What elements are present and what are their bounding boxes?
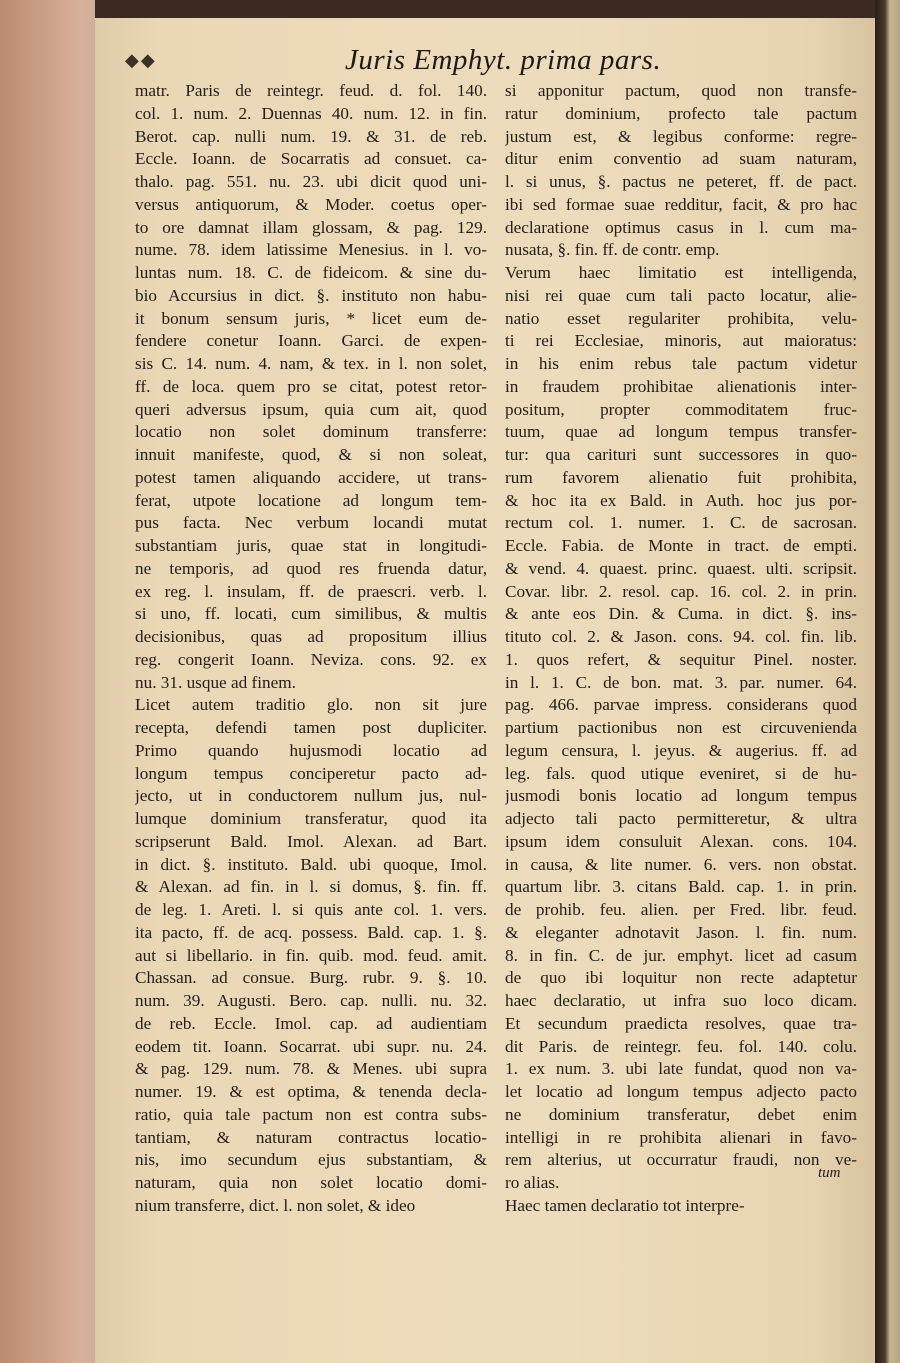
right-column-line: Verum haec limitatio est intelligenda, (505, 263, 857, 282)
right-column-line: Covar. libr. 2. resol. cap. 16. col. 2. in prin. (505, 581, 857, 601)
right-column-line: adjecto tali pacto permitteretur, & ultra (505, 809, 857, 828)
right-column-line: natio esset regulariter prohibita, velu- (505, 308, 857, 328)
left-column-line: nium transferre, dict. l. non solet, & ideo (135, 1195, 416, 1215)
right-column-line: & vend. 4. quaest. princ. quaest. ulti. scripsit. (505, 558, 857, 578)
left-column-line: in dict. §. instituto. Bald. ubi quoque, Imol. (135, 854, 487, 874)
right-column-line: legum censura, l. jeyus. & augerius. ff. ad (505, 740, 857, 760)
left-column-line: & pag. 129. num. 78. & Menes. ubi supra (135, 1059, 487, 1079)
right-column-line: & ante eos Din. & Cuma. in dict. §. ins- (505, 604, 857, 624)
right-column-line: 1. quos refert, & sequitur Pinel. noster. (505, 649, 857, 669)
right-column-line: jusmodi bonis locatio ad longum tempus (505, 786, 857, 806)
left-column-line: lumque dominium transferatur, quod ita (135, 809, 487, 828)
left-column-line: sis C. 14. num. 4. nam, & tex. in l. non solet, (135, 354, 487, 373)
right-column-line: de prohib. feu. alien. per Fred. libr. feud. (505, 900, 857, 919)
left-column-line: longum tempus conciperetur pacto ad- (135, 763, 487, 783)
right-column-line: ibi sed formae suae redditur, facit, & pro hac (505, 194, 857, 214)
right-column-line: si apponitur pactum, quod non transfe- (505, 81, 857, 100)
right-column-line: rectum col. 1. numer. 1. C. de sacrosan. (505, 513, 857, 533)
right-column-line: tituto col. 2. & Jason. cons. 94. col. fin. lib. (505, 627, 857, 646)
right-column-line: partium pactionibus non est circuvenienda (505, 718, 857, 737)
right-column-line: tuum, quae ad longum tempus transfer- (505, 422, 857, 442)
right-column-line: declaratione optimus casus in l. cum ma- (505, 217, 857, 237)
left-column-line: nu. 31. usque ad finem. (135, 672, 296, 692)
right-column-line: ipsum idem consuluit Alexan. cons. 104. (505, 831, 857, 851)
left-column-line: numer. 19. & est optima, & tenenda decla- (135, 1082, 487, 1101)
right-column-line: dit Paris. de reintegr. feu. fol. 140. colu. (505, 1036, 857, 1056)
right-column-line: l. si unus, §. pactus ne peteret, ff. de pact. (505, 172, 857, 191)
left-column-line: de leg. 1. Areti. l. si quis ante col. 1. vers. (135, 900, 487, 919)
right-column-line: quartum libr. 3. citans Bald. cap. 1. in prin. (505, 877, 857, 897)
right-column-line: rum favorem alienatio fuit prohibita, (505, 467, 857, 487)
right-column-line: in his enim rebus tale pactum videtur (505, 354, 857, 373)
left-column-line: nume. 78. idem latissime Menesius. in l. vo- (135, 240, 487, 260)
right-column-line: leg. fals. quod utique eveniret, si de hu- (505, 763, 857, 783)
left-column-line: si uno, ff. locati, cum similibus, & multis (135, 604, 487, 624)
right-column-line: let locatio ad longum tempus adjecto pacto (505, 1082, 857, 1101)
left-column-line: locatio non solet dominum transferre: (135, 422, 487, 442)
right-column-line: positum, propter commoditatem fruc- (505, 399, 857, 419)
left-column-line: bio Accursius in dict. §. instituto non habu- (135, 285, 487, 305)
right-column-line: haec declaratio, ut infra suo loco dicam. (505, 991, 857, 1010)
right-column-line: & hoc ita ex Bald. in Auth. hoc jus por- (505, 490, 857, 510)
left-column-line: nis, imo secundum ejus substantiam, & (135, 1150, 487, 1170)
right-column-line: Haec tamen declaratio tot interpre- (505, 1195, 745, 1215)
right-page-edge (875, 0, 900, 1363)
left-column-line: thalo. pag. 551. nu. 23. ubi dicit quod uni- (135, 172, 487, 191)
catchword: tum (818, 1165, 841, 1181)
left-column-line: naturam, quia non solet locatio domi- (135, 1173, 487, 1192)
right-column-line: in causa, & lite numer. 6. vers. non obstat. (505, 854, 857, 874)
left-column-line: & Alexan. ad fin. in l. si domus, §. fin. ff. (135, 877, 487, 897)
right-column-line: intelligi in re prohibita alienari in favo- (505, 1127, 857, 1147)
running-head: Juris Emphyt. prima pars. (345, 44, 662, 76)
left-column-line: to ore damnat illam glossam, & pag. 129. (135, 217, 487, 237)
left-column-line: tantiam, & naturam contractus locatio- (135, 1127, 487, 1147)
left-column-line: de reb. Eccle. Imol. cap. ad audientiam (135, 1013, 487, 1033)
right-text-column (505, 80, 857, 1218)
right-column-line: Eccle. Fabia. de Monte in tract. de empti. (505, 536, 857, 555)
left-column-line: substantiam juris, quae stat in longitudi- (135, 536, 487, 555)
left-column-line: ferat, utpote locatione ad longum tem- (135, 490, 487, 510)
left-column-line: reg. congerit Ioann. Neviza. cons. 92. ex (135, 649, 487, 669)
left-column-line: Chassan. ad consue. Burg. rubr. 9. §. 10. (135, 968, 487, 988)
left-text-column (135, 80, 487, 1218)
right-column-line: ro alias. (505, 1173, 560, 1192)
left-column-line: Primo quando hujusmodi locatio ad (135, 740, 487, 760)
right-column-line: rem alterius, ut occurratur fraudi, non ve- (505, 1150, 857, 1170)
left-column-line: pus facta. Nec verbum locandi mutat (135, 513, 487, 533)
right-column-line: in fraudem prohibitae alienationis inter- (505, 376, 857, 396)
right-column-line: 1. ex num. 3. ubi late fundat, quod non va- (505, 1059, 857, 1079)
left-column-line: recepta, defendi tamen post dupliciter. (135, 718, 487, 737)
right-column-line: nisi rei quae cum tali pacto locatur, alie- (505, 285, 857, 305)
right-column-line: justum est, & legibus conforme: regre- (505, 126, 857, 146)
left-column-line: Berot. cap. nulli num. 19. & 31. de reb. (135, 126, 487, 146)
left-column-line: versus antiquorum, & Moder. coetus oper- (135, 194, 487, 214)
right-column-line: de quo ibi loquitur non recte adaptetur (505, 968, 857, 988)
corner-ornament: ◆◆ (125, 50, 157, 70)
left-column-line: it bonum sensum juris, * licet eum de- (135, 308, 487, 328)
right-column-line: pag. 466. parvae impress. considerans quod (505, 695, 857, 715)
left-column-line: decisionibus, quas ad propositum illius (135, 627, 487, 646)
left-column-line: eodem tit. Ioann. Socarrat. ubi supr. nu. 24. (135, 1036, 487, 1056)
left-column-line: matr. Paris de reintegr. feud. d. fol. 140. (135, 81, 487, 100)
right-column-line: nusata, §. fin. ff. de contr. emp. (505, 240, 720, 260)
left-column-line: potest tamen aliquando accidere, ut trans- (135, 467, 487, 487)
left-column-line: queri adversus ipsum, quia cum ait, quod (135, 399, 487, 419)
left-column-line: scripserunt Bald. Imol. Alexan. ad Bart. (135, 831, 487, 851)
left-column-line: Eccle. Ioann. de Socarratis ad consuet. ca- (135, 149, 487, 169)
right-column-line: ratur dominium, profecto tale pactum (505, 103, 857, 123)
left-column-line: ratio, quia tale pactum non est contra subs- (135, 1104, 487, 1124)
right-column-line: ti rei Ecclesiae, minoris, aut maioratus: (505, 331, 857, 351)
left-binding (0, 0, 95, 1363)
right-column-line: 8. in fin. C. de jur. emphyt. licet ad casum (505, 945, 857, 965)
left-column-line: ita pacto, ff. de acq. possess. Bald. cap. 1. §. (135, 922, 487, 942)
right-column-line: tur: qua carituri sunt successores in quo- (505, 445, 857, 464)
right-column-line: in l. 1. C. de bon. mat. 3. par. numer. 64. (505, 672, 857, 692)
right-column-line: ne dominium transferatur, debet enim (505, 1104, 857, 1124)
left-column-line: ff. de loca. quem pro se citat, potest retor- (135, 376, 487, 396)
left-column-line: innuit manifeste, quod, & si non soleat, (135, 445, 487, 464)
left-column-line: luntas num. 18. C. de fideicom. & sine du- (135, 263, 487, 282)
left-column-line: num. 39. Augusti. Bero. cap. nulli. nu. 32. (135, 991, 487, 1010)
left-column-line: col. 1. num. 2. Duennas 40. num. 12. in fin. (135, 103, 487, 123)
left-column-line: fendere conetur Ioann. Garci. de expen- (135, 331, 487, 351)
right-column-line: ditur enim conventio ad suam naturam, (505, 149, 857, 169)
right-column-line: Et secundum praedicta resolves, quae tra- (505, 1013, 857, 1033)
left-column-line: jecto, ut in conductorem nullum jus, nul- (135, 786, 487, 806)
right-column-line: & eleganter adnotavit Jason. l. fin. num. (505, 922, 857, 942)
left-column-line: aut si libellario. in fin. quib. mod. feud. amit. (135, 945, 487, 965)
left-column-line: ex reg. l. insulam, ff. de praescri. verb. l. (135, 581, 487, 601)
left-column-line: Licet autem traditio glo. non sit jure (135, 695, 487, 715)
left-column-line: ne temporis, ad quod res fruenda datur, (135, 558, 487, 578)
